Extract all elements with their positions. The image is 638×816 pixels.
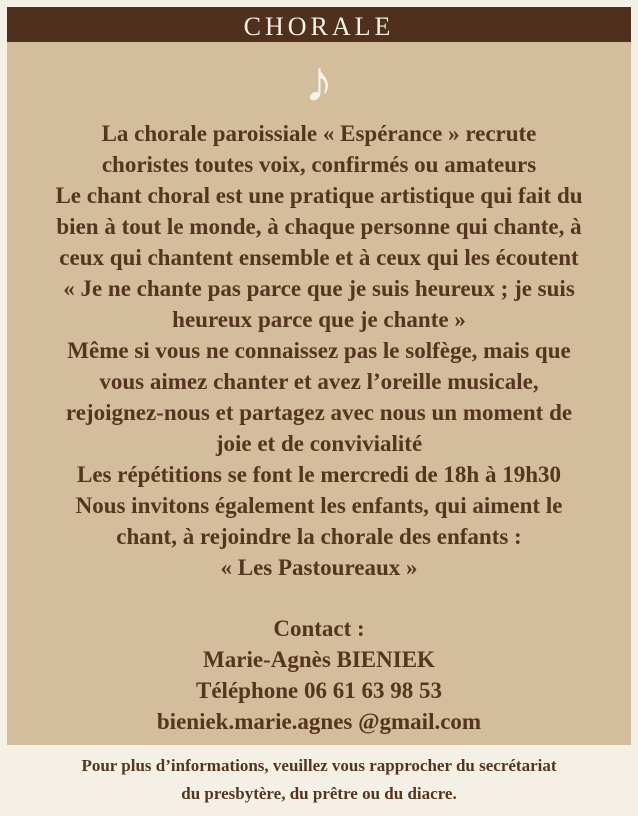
body-line: vous aimez chanter et avez l’oreille musicale,	[99, 369, 539, 394]
body-line: choristes toutes voix, confirmés ou amateurs	[101, 152, 537, 177]
flyer-body	[7, 42, 631, 745]
contact-name: Marie-Agnès BIENIEK	[203, 647, 435, 672]
announcement-text	[7, 118, 631, 583]
body-line: Nous invitons également les enfants, qui aiment le	[75, 493, 563, 518]
music-note-container	[7, 42, 631, 118]
contact-email: bieniek.marie.agnes @gmail.com	[156, 709, 482, 734]
body-line: chant, à rejoindre la chorale des enfants :	[116, 524, 522, 549]
body-line: rejoignez-nous et partagez avec nous un moment de	[65, 400, 573, 425]
body-line: La chorale paroissiale « Espérance » recrute	[101, 121, 537, 146]
contact-section	[7, 613, 631, 737]
body-line: « Les Pastoureaux »	[220, 555, 418, 580]
footer-line: Pour plus d’informations, veuillez vous rapprocher du secrétariat	[81, 756, 557, 775]
flyer-title: CHORALE	[243, 11, 395, 41]
contact-heading: Contact :	[273, 616, 365, 641]
footer-line: du presbytère, du prêtre ou du diacre.	[181, 784, 457, 803]
body-line: Les répétitions se font le mercredi de 18h à 19h30	[76, 462, 561, 487]
flyer-footer	[7, 745, 631, 816]
flyer-header	[7, 7, 631, 42]
body-line: Même si vous ne connaissez pas le solfège, mais que	[67, 338, 571, 363]
music-note-icon: ♪	[304, 49, 334, 114]
body-line: ceux qui chantent ensemble et à ceux qui les écoutent	[59, 245, 579, 270]
body-line: joie et de convivialité	[215, 431, 423, 456]
body-line: heureux parce que je chante »	[172, 307, 466, 332]
body-line: « Je ne chante pas parce que je suis heureux ; je suis	[63, 276, 575, 301]
body-line: Le chant choral est une pratique artistique qui fait du	[55, 183, 583, 208]
body-line: bien à tout le monde, à chaque personne qui chante, à	[56, 214, 582, 239]
contact-phone: Téléphone 06 61 63 98 53	[196, 678, 442, 703]
